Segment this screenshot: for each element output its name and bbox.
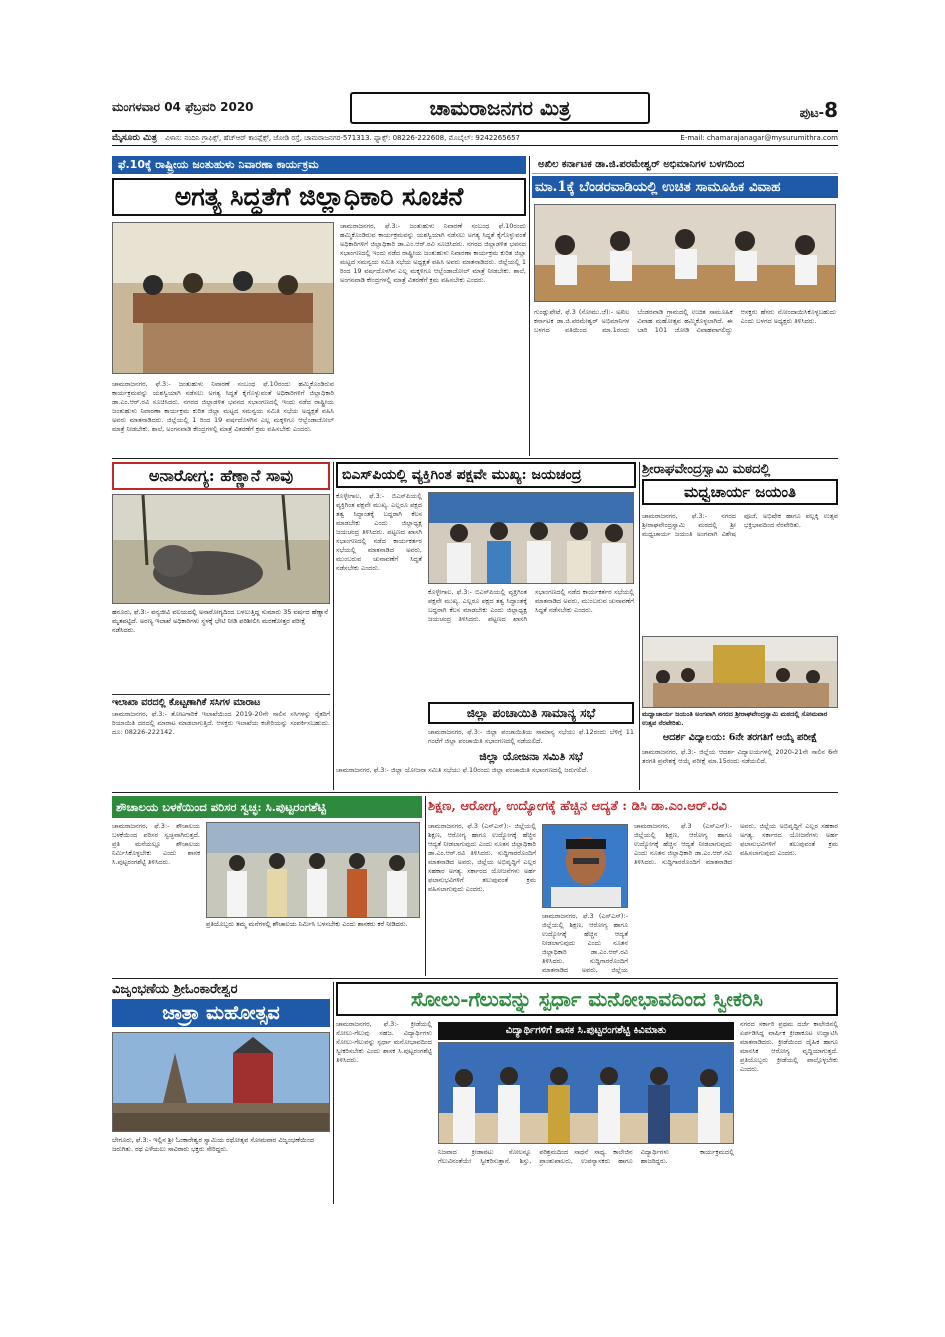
divider [639,462,640,790]
sub-story-body: ಚಾಮರಾಜನಗರ, ಫೆ.3:- ತೋಟಗಾರಿಕೆ ಇಲಾಖೆಯಿಂದ 2019-20ನೇ ಸಾಲಿನ ಸಸಿಗಳನ್ನು ರೈತರಿಗೆ ರಿಯಾಯಿತಿ ದರದಲ್ಲಿ ಮಾರಾಟ ಮಾಡಲಾಗುತ್ತಿದೆ. ಆಸಕ್ತರು ಇಲಾಖೆಯ ಕಚೇರಿಯನ್ನು ಸಂಪರ್ಕಿಸಬಹುದು. ದೂ: 08226-222142. [112,710,330,736]
story-body-right: ನಗರದ ಸರ್ಕಾರಿ ಪ್ರಥಮ ದರ್ಜೆ ಕಾಲೇಜಿನಲ್ಲಿ ಏರ್ಪಡಿಸಿದ್ದ ವಾರ್ಷಿಕ ಕ್ರೀಡಾಕೂಟ ಉದ್ಘಾಟಿಸಿ ಮಾತನಾಡಿದರು. ಕ್ರೀಡೆಯಿಂದ ದೈಹಿಕ ಹಾಗೂ ಮಾನಸಿಕ ಆರೋಗ್ಯ ವೃದ್ಧಿಯಾಗುತ್ತದೆ. ಪ್ರತಿಯೊಬ್ಬರು ಕ್ರೀಡೆಯಲ್ಲಿ ಪಾಲ್ಗೊಳ್ಳಬೇಕು ಎಂದರು. [740,1020,838,1073]
elephant-photo-image [113,495,330,604]
jayanti-photo-image [643,637,838,708]
story-toilet [112,796,422,976]
story-body: ಚಾಮರಾಜನಗರ, ಫೆ.3:- ಶೌಚಾಲಯ ಬಳಕೆಯಿಂದ ಪರಿಸರ ಸ್ವಚ್ಛವಾಗಿರುತ್ತದೆ. ಪ್ರತಿ ಮನೆಯಲ್ಲೂ ಶೌಚಾಲಯ ನಿರ್ಮಿಸಿಕೊಳ್ಳಬೇಕು ಎಂದು ಶಾಸಕ ಸಿ.ಪುಟ್ಟರಂಗಶೆಟ್ಟಿ ತಿಳಿಸಿದರು. [112,822,200,866]
publisher-email: E-mail: chamarajanagar@mysurumithra.com [680,134,838,142]
divider [333,982,334,1204]
sports-photo-image [439,1043,734,1144]
story-headline: ಸೋಲು-ಗೆಲುವನ್ನು ಸ್ಪರ್ಧಾ ಮನೋಭಾವದಿಂದ ಸ್ವೀಕರಿಸಿ [336,982,838,1016]
order-headline: ಆದರ್ಶ ವಿದ್ಯಾಲಯ: 6ನೇ ತರಗತಿಗೆ ಆಯ್ಕೆ ಪರೀಕ್ಷೆ [662,732,818,743]
story-headline: ಮಾ.1ಕ್ಕೆ ಬೆಂಡರವಾಡಿಯಲ್ಲಿ ಉಚಿತ ಸಾಮೂಹಿಕ ವಿವಾಹ [532,176,838,198]
story-headline: ಅಗತ್ಯ ಸಿದ್ಧತೆಗೆ ಜಿಲ್ಲಾಧಿಕಾರಿ ಸೂಚನೆ [112,178,526,216]
meeting-photo-image [113,223,334,374]
divider [425,796,426,976]
photo-caption: ಹನೂರು, ಫೆ.3:- ವನ್ಯಜೀವಿ ವಲಯದಲ್ಲಿ ಅನಾರೋಗ್ಯದಿಂದ ಬಳಲುತ್ತಿದ್ದ ಸುಮಾರು 35 ವರ್ಷದ ಹೆಣ್ಣಾನೆ ಮೃತಪಟ್ಟಿದೆ. ಅರಣ್ಯ ಇಲಾಖೆ ಅಧಿಕಾರಿಗಳು ಸ್ಥಳಕ್ಕೆ ಭೇಟಿ ನೀಡಿ ಪರಿಶೀಲಿಸಿ ಮರಣೋತ್ತರ ಪರೀಕ್ಷೆ ನಡೆಸಿದರು. [112,608,329,634]
jatra-photo-image [113,1033,330,1132]
story-body: ಕೊಳ್ಳೇಗಾಲ, ಫೆ.3:- ಬಿಎಸ್‌ಪಿಯಲ್ಲಿ ವ್ಯಕ್ತಿಗಿಂತ ಪಕ್ಷವೇ ಮುಖ್ಯ. ಎಲ್ಲರೂ ಪಕ್ಷದ ತತ್ವ ಸಿದ್ಧಾಂತಕ್ಕೆ ಬದ್ಧರಾಗಿ ಕೆಲಸ ಮಾಡಬೇಕು ಎಂದು ಜಿಲ್ಲಾಧ್ಯಕ್ಷ ಜಯಚಂದ್ರ ತಿಳಿಸಿದರು. ಪಟ್ಟಣದ ಖಾಸಗಿ ಸಭಾಂಗಣದಲ್ಲಿ ನಡೆದ ಕಾರ್ಯಕರ್ತರ ಸಭೆಯಲ್ಲಿ ಮಾತನಾಡಿದ ಅವರು, ಮುಂಬರುವ ಚುನಾವಣೆಗೆ ಸಿದ್ಧತೆ ನಡೆಸಬೇಕು ಎಂದರು. [336,492,422,572]
story-body-continued: ಕೊಳ್ಳೇಗಾಲ, ಫೆ.3:- ಬಿಎಸ್‌ಪಿಯಲ್ಲಿ ವ್ಯಕ್ತಿಗಿಂತ ಪಕ್ಷವೇ ಮುಖ್ಯ. ಎಲ್ಲರೂ ಪಕ್ಷದ ತತ್ವ ಸಿದ್ಧಾಂತಕ್ಕೆ ಬದ್ಧರಾಗಿ ಕೆಲಸ ಮಾಡಬೇಕು ಎಂದು ಜಿಲ್ಲಾಧ್ಯಕ್ಷ ಜಯಚಂದ್ರ ತಿಳಿಸಿದರು. ಪಟ್ಟಣದ ಖಾಸಗಿ ಸಭಾಂಗಣದಲ್ಲಿ ನಡೆದ ಕಾರ್ಯಕರ್ತರ ಸಭೆಯಲ್ಲಿ ಮಾತನಾಡಿದ ಅವರು, ಮುಂಬರುವ ಚುನಾವಣೆಗೆ ಸಿದ್ಧತೆ ನಡೆಸಬೇಕು ಎಂದರು. [428,588,634,623]
story-body-continued: ಚಾಮರಾಜನಗರ, ಫೆ.3:- ಜಂತುಹುಳು ನಿವಾರಣೆ ಸಂಬಂಧ ಫೆ.10ರಂದು ಹಮ್ಮಿಕೊಂಡಿರುವ ಕಾರ್ಯಕ್ರಮವನ್ನು ಯಶಸ್ವಿಯಾಗಿ ನಡೆಸಲು ಅಗತ್ಯ ಸಿದ್ಧತೆ ಕೈಗೊಳ್ಳುವಂತೆ ಅಧಿಕಾರಿಗಳಿಗೆ ಜಿಲ್ಲಾಧಿಕಾರಿ ಡಾ.ಎಂ.ಆರ್.ರವಿ ಸೂಚಿಸಿದರು. ನಗರದ ಜಿಲ್ಲಾಡಳಿತ ಭವನದ ಸಭಾಂಗಣದಲ್ಲಿ ಇಂದು ನಡೆದ ರಾಷ್ಟ್ರೀಯ ಜಂತುಹುಳು ನಿವಾರಣಾ ಕಾರ್ಯಕ್ರಮ ಕುರಿತ ಜಿಲ್ಲಾ ಮಟ್ಟದ ಸಮನ್ವಯ ಸಮಿತಿ ಸಭೆಯ ಅಧ್ಯಕ್ಷತೆ ವಹಿಸಿ ಅವರು ಮಾತನಾಡಿದರು. ಜಿಲ್ಲೆಯಲ್ಲಿ 1 ರಿಂದ 19 ವರ್ಷದೊಳಗಿನ ಎಲ್ಲ ಮಕ್ಕಳಿಗೂ ಆಲ್ಬೆಂಡಾಜೋಲ್ ಮಾತ್ರೆ ನೀಡಬೇಕು. ಶಾಲೆ, ಅಂಗನವಾಡಿ ಕೇಂದ್ರಗಳಲ್ಲಿ ಮಾತ್ರೆ ವಿತರಣೆಗೆ ಕ್ರಮ ವಹಿಸಬೇಕು ಎಂದರು. [112,380,334,433]
story-headline: ಶಿಕ್ಷಣ, ಆರೋಗ್ಯ, ಉದ್ಯೋಗಕ್ಕೆ ಹೆಚ್ಚಿನ ಆದ್ಯತೆ : ಡಿಸಿ ಡಾ.ಎಂ.ಆರ್.ರವಿ [428,799,727,814]
story-body: ಚಾಮರಾಜನಗರ, ಫೆ.3 (ಎಸ್‌ಎಸ್):- ಜಿಲ್ಲೆಯಲ್ಲಿ ಶಿಕ್ಷಣ, ಆರೋಗ್ಯ ಹಾಗೂ ಉದ್ಯೋಗಕ್ಕೆ ಹೆಚ್ಚಿನ ಆದ್ಯತೆ ನೀಡಲಾಗುವುದು ಎಂದು ನೂತನ ಜಿಲ್ಲಾಧಿಕಾರಿ ಡಾ.ಎಂ.ಆರ್.ರವಿ ತಿಳಿಸಿದರು. ಸುದ್ದಿಗಾರರೊಂದಿಗೆ ಮಾತನಾಡಿದ ಅವರು, ಜಿಲ್ಲೆಯ ಅಭಿವೃದ್ಧಿಗೆ ಎಲ್ಲರ ಸಹಕಾರ ಅಗತ್ಯ. ಸರ್ಕಾರದ ಯೋಜನೆಗಳು ಅರ್ಹ ಫಲಾನುಭವಿಗಳಿಗೆ ತಲುಪುವಂತೆ ಕ್ರಮ ವಹಿಸಲಾಗುವುದು ಎಂದರು. [428,822,536,893]
story-body: ಚಾಮರಾಜನಗರ, ಫೆ.3:- ನಗರದ ಶ್ರೀರಾಘವೇಂದ್ರಸ್ವಾಮಿ ಮಠದಲ್ಲಿ ಶ್ರೀ ಮಧ್ವಚಾರ್ಯ ಜಯಂತಿ ಅಂಗವಾಗಿ ವಿಶೇಷ ಪೂಜೆ, ಅಭಿಷೇಕ ಹಾಗೂ ಪಲ್ಲಕ್ಕಿ ಉತ್ಸವ ಭಕ್ತಿಭಾವದಿಂದ ನೆರವೇರಿತು. [642,512,838,538]
divider [112,458,838,459]
story-headline-line2: ಮಧ್ವಚಾರ್ಯ ಜಯಂತಿ [642,479,838,505]
sports-photo [438,1042,734,1144]
toilet-photo [206,822,420,918]
story-dc-priorities [428,796,838,976]
publisher-brand: ಮೈಸೂರು ಮಿತ್ರ [112,133,157,143]
toilet-photo-image [207,823,420,918]
divider [112,978,838,979]
photo-caption: ಮಧ್ವಾಚಾರ್ಯ ಜಯಂತಿ ಅಂಗವಾಗಿ ನಗರದ ಶ್ರೀರಾಘವೇಂದ್ರಸ್ವಾಮಿ ಮಠದಲ್ಲಿ ಸೋಮವಾರ ಉತ್ಸವ ನೆರವೇರಿತು. [642,710,828,727]
story-jatra [112,982,330,1204]
story-headline: ಬಿಎಸ್‌ಪಿಯಲ್ಲಿ ವ್ಯಕ್ತಿಗಿಂತ ಪಕ್ಷವೇ ಮುಖ್ಯ: ಜಯಚಂದ್ರ [336,462,636,488]
zp-headline: ಜಿಲ್ಲಾ ಪಂಚಾಯಿತಿ ಸಾಮಾನ್ಯ ಸಭೆ [428,702,634,724]
story-body-bottom: ನಿಜವಾದ ಕ್ರೀಡಾಪಟು ಸೋಲನ್ನೂ ಗೆಲುವಿನಂತೆಯೇ ಸ್ವೀಕರಿಸುತ್ತಾನೆ. ಶಿಸ್ತು, ಪರಿಶ್ರಮದಿಂದ ಸಾಧನೆ ಸಾಧ್ಯ. ಕಾಲೇಜಿನ ಪ್ರಾಂಶುಪಾಲರು, ಉಪನ್ಯಾಸಕರು ಹಾಗೂ ವಿದ್ಯಾರ್ಥಿಗಳು ಕಾರ್ಯಕ್ರಮದಲ್ಲಿ ಹಾಜರಿದ್ದರು. [438,1148,734,1165]
story-mass-marriage [532,156,838,456]
story-headline-line1: ಶ್ರೀರಾಘವೇಂದ್ರಸ್ವಾಮಿ ಮಠದಲ್ಲಿ [642,462,771,477]
divider [333,462,334,790]
story-headline-line1: ವಿಜೃಂಭಣೆಯ ಶ್ರೀಓಂಕಾರೇಶ್ವರ [112,982,238,997]
jatra-photo [112,1032,330,1132]
zp-body: ಚಾಮರಾಜನಗರ, ಫೆ.3:- ಜಿಲ್ಲಾ ಪಂಚಾಯಿತಿಯ ಸಾಮಾನ್ಯ ಸಭೆಯು ಫೆ.12ರಂದು ಬೆಳಿಗ್ಗೆ 11 ಗಂಟೆಗೆ ಜಿಲ್ಲಾ ಪಂಚಾಯಿತಿ ಸಭಾಂಗಣದಲ್ಲಿ ನಡೆಯಲಿದೆ. [428,728,634,745]
jayanti-photo [642,636,838,708]
bsp-photo-image [429,493,634,584]
story-kicker: ಅಖಿಲ ಕರ್ನಾಟಕ ಡಾ.ಜಿ.ಪರಮೇಶ್ವರ್ ಅಭಿಮಾನಿಗಳ ಬಳಗದಿಂದ [532,156,838,174]
dc-portrait-photo [542,824,628,908]
photo-caption: ಬೇಗೂರು, ಫೆ.3:- ಇಲ್ಲಿನ ಶ್ರೀ ಓಂಕಾರೇಶ್ವರ ಸ್ವಾಮಿಯ ರಥೋತ್ಸವ ಸೋಮವಾರ ವಿಜೃಂಭಣೆಯಿಂದ ಜರುಗಿತು. ರಥ ಎಳೆಯಲು ಸಾವಿರಾರು ಭಕ್ತರು ಸೇರಿದ್ದರು. [112,1136,315,1153]
issue-date: ಮಂಗಳವಾರ 04 ಫೆಬ್ರವರಿ 2020 [112,100,254,114]
story-headline: ಅನಾರೋಗ್ಯ: ಹೆಣ್ಣಾನೆ ಸಾವು [112,462,330,490]
story-elephant-death [112,462,330,790]
story-body: ಚಾಮರಾಜನಗರ, ಫೆ.3:- ಜಂತುಹುಳು ನಿವಾರಣೆ ಸಂಬಂಧ ಫೆ.10ರಂದು ಹಮ್ಮಿಕೊಂಡಿರುವ ಕಾರ್ಯಕ್ರಮವನ್ನು ಯಶಸ್ವಿಯಾಗಿ ನಡೆಸಲು ಅಗತ್ಯ ಸಿದ್ಧತೆ ಕೈಗೊಳ್ಳುವಂತೆ ಅಧಿಕಾರಿಗಳಿಗೆ ಜಿಲ್ಲಾಧಿಕಾರಿ ಡಾ.ಎಂ.ಆರ್.ರವಿ ಸೂಚಿಸಿದರು. ನಗರದ ಜಿಲ್ಲಾಡಳಿತ ಭವನದ ಸಭಾಂಗಣದಲ್ಲಿ ಇಂದು ನಡೆದ ರಾಷ್ಟ್ರೀಯ ಜಂತುಹುಳು ನಿವಾರಣಾ ಕಾರ್ಯಕ್ರಮ ಕುರಿತ ಜಿಲ್ಲಾ ಮಟ್ಟದ ಸಮನ್ವಯ ಸಮಿತಿ ಸಭೆಯ ಅಧ್ಯಕ್ಷತೆ ವಹಿಸಿ ಅವರು ಮಾತನಾಡಿದರು. ಜಿಲ್ಲೆಯಲ್ಲಿ 1 ರಿಂದ 19 ವರ್ಷದೊಳಗಿನ ಎಲ್ಲ ಮಕ್ಕಳಿಗೂ ಆಲ್ಬೆಂಡಾಜೋಲ್ ಮಾತ್ರೆ ನೀಡಬೇಕು. ಶಾಲೆ, ಅಂಗನವಾಡಿ ಕೇಂದ್ರಗಳಲ್ಲಿ ಮಾತ್ರೆ ವಿತರಣೆಗೆ ಕ್ರಮ ವಹಿಸಬೇಕು ಎಂದರು. [340,222,526,284]
elephant-photo [112,494,330,604]
story-bsp [336,462,636,790]
plan-body: ಚಾಮರಾಜನಗರ, ಫೆ.3:- ಜಿಲ್ಲಾ ಯೋಜನಾ ಸಮಿತಿ ಸಭೆಯು ಫೆ.10ರಂದು ಜಿಲ್ಲಾ ಪಂಚಾಯಿತಿ ಸಭಾಂಗಣದಲ್ಲಿ ಜರುಗಲಿದೆ. [336,766,589,774]
meeting-photo [112,222,334,374]
bsp-photo [428,492,634,584]
story-body: ಗುಂಡ್ಲುಪೇಟೆ, ಫೆ.3 (ಸೋಮು.ಜೆ):- ಅಖಿಲ ಕರ್ನಾಟಕ ಡಾ.ಜಿ.ಪರಮೇಶ್ವರ್ ಅಭಿಮಾನಿಗಳ ಬಳಗದ ವತಿಯಿಂದ ಮಾ.1ರಂದು ಬೆಂಡರವಾಡಿ ಗ್ರಾಮದಲ್ಲಿ ಉಚಿತ ಸಾಮೂಹಿಕ ವಿವಾಹ ಮಹೋತ್ಸವ ಹಮ್ಮಿಕೊಳ್ಳಲಾಗಿದೆ. ಈ ಬಾರಿ 101 ಜೋಡಿ ವಿವಾಹವಾಗಲಿದ್ದು ಆಸಕ್ತರು ಹೆಸರು ನೋಂದಾಯಿಸಿಕೊಳ್ಳಬಹುದು ಎಂದು ಬಳಗದ ಅಧ್ಯಕ್ಷರು ತಿಳಿಸಿದರು. [534,308,836,334]
marriage-photo-image [535,205,836,302]
story-body-left: ಚಾಮರಾಜನಗರ, ಫೆ.3:- ಕ್ರೀಡೆಯಲ್ಲಿ ಸೋಲು-ಗೆಲುವು ಸಹಜ. ವಿದ್ಯಾರ್ಥಿಗಳು ಸೋಲು-ಗೆಲುವನ್ನು ಸ್ಪರ್ಧಾ ಮನೋಭಾವದಿಂದ ಸ್ವೀಕರಿಸಬೇಕು ಎಂದು ಶಾಸಕ ಸಿ.ಪುಟ್ಟರಂಗಶೆಟ್ಟಿ ತಿಳಿಸಿದರು. [336,1020,432,1064]
publisher-address: ವಿಳಾಸ: ನಂದಿನಿ ಗ್ರಾಫಿಕ್ಸ್, ಹೆಚ್‌ಆರ್ ಕಾಂಪ್ಲೆಕ್ಸ್, ಜೋಡಿ ರಸ್ತೆ, ಚಾಮರಾಜನಗರ-571313. ಫ್ಯಾಕ್ಸ್: 08226-222608, ಮೊಬೈಲ್: 9242265657 [165,134,520,142]
story-headline: ಶೌಚಾಲಯ ಬಳಕೆಯಿಂದ ಪರಿಸರ ಸ್ವಚ್ಛ: ಸಿ.ಪುಟ್ಟರಂಗಶೆಟ್ಟಿ [112,796,422,818]
story-subhead: ವಿದ್ಯಾರ್ಥಿಗಳಿಗೆ ಶಾಸಕ ಸಿ.ಪುಟ್ಟರಂಗಶೆಟ್ಟಿ ಕಿವಿಮಾತು [438,1022,734,1040]
story-headline-line2: ಜಾತ್ರಾ ಮಹೋತ್ಸವ [112,999,330,1027]
marriage-photo [534,204,836,302]
story-body-continued: ಚಾಮರಾಜನಗರ, ಫೆ.3 (ಎಸ್‌ಎಸ್):- ಜಿಲ್ಲೆಯಲ್ಲಿ ಶಿಕ್ಷಣ, ಆರೋಗ್ಯ ಹಾಗೂ ಉದ್ಯೋಗಕ್ಕೆ ಹೆಚ್ಚಿನ ಆದ್ಯತೆ ನೀಡಲಾಗುವುದು ಎಂದು ನೂತನ ಜಿಲ್ಲಾಧಿಕಾರಿ ಡಾ.ಎಂ.ಆರ್.ರವಿ ತಿಳಿಸಿದರು. ಸುದ್ದಿಗಾರರೊಂದಿಗೆ ಮಾತನಾಡಿದ ಅವರು, ಜಿಲ್ಲೆಯ [542,912,628,974]
masthead [112,92,838,128]
story-body-columns: ಚಾಮರಾಜನಗರ, ಫೆ.3 (ಎಸ್‌ಎಸ್):- ಜಿಲ್ಲೆಯಲ್ಲಿ ಶಿಕ್ಷಣ, ಆರೋಗ್ಯ ಹಾಗೂ ಉದ್ಯೋಗಕ್ಕೆ ಹೆಚ್ಚಿನ ಆದ್ಯತೆ ನೀಡಲಾಗುವುದು ಎಂದು ನೂತನ ಜಿಲ್ಲಾಧಿಕಾರಿ ಡಾ.ಎಂ.ಆರ್.ರವಿ ತಿಳಿಸಿದರು. ಸುದ್ದಿಗಾರರೊಂದಿಗೆ ಮಾತನಾಡಿದ ಅವರು, ಜಿಲ್ಲೆಯ ಅಭಿವೃದ್ಧಿಗೆ ಎಲ್ಲರ ಸಹಕಾರ ಅಗತ್ಯ. ಸರ್ಕಾರದ ಯೋಜನೆಗಳು ಅರ್ಹ ಫಲಾನುಭವಿಗಳಿಗೆ ತಲುಪುವಂತೆ ಕ್ರಮ ವಹಿಸಲಾಗುವುದು ಎಂದರು. [634,822,838,866]
photo-caption: ಪ್ರತಿಯೊಬ್ಬರು ತಮ್ಮ ಮನೆಗಳಲ್ಲಿ ಶೌಚಾಲಯ ನಿರ್ಮಿಸಿ ಬಳಸಬೇಕು ಎಂದು ಶಾಸಕರು ಕರೆ ನೀಡಿದರು. [206,920,408,928]
story-madhwacharya-jayanti [642,462,838,790]
page-number [800,98,838,122]
divider [112,792,838,793]
page-prefix: ಪುಟ- [799,106,825,121]
story-kicker: ಫೆ.10ಕ್ಕೆ ರಾಷ್ಟ್ರೀಯ ಜಂತುಹುಳು ನಿವಾರಣಾ ಕಾರ್ಯಕ್ರಮ [112,156,526,174]
page-number-value: 8 [824,98,838,122]
divider [529,156,530,456]
sub-headline: ಇಲಾಖಾ ವರದಲ್ಲಿ ಕೊಟ್ಟಣಾಗಿಕೆ ಸಸಿಗಳ ಮಾರಾಟ [112,694,330,708]
story-deworming [112,156,526,456]
publisher-bar [112,130,838,146]
dc-portrait-image [543,825,628,908]
plan-headline: ಜಿಲ್ಲಾ ಯೋಜನಾ ಸಮಿತಿ ಸಭೆ [479,750,583,763]
order-body: ಚಾಮರಾಜನಗರ, ಫೆ.3:- ಜಿಲ್ಲೆಯ ಆದರ್ಶ ವಿದ್ಯಾಲಯಗಳಲ್ಲಿ 2020-21ನೇ ಸಾಲಿನ 6ನೇ ತರಗತಿ ಪ್ರವೇಶಕ್ಕೆ ಆಯ್ಕೆ ಪರೀಕ್ಷೆ ಮಾ.15ರಂದು ನಡೆಯಲಿದೆ. [642,748,838,765]
story-sports [336,982,838,1204]
newspaper-title: ಚಾಮರಾಜನಗರ ಮಿತ್ರ [350,92,650,124]
